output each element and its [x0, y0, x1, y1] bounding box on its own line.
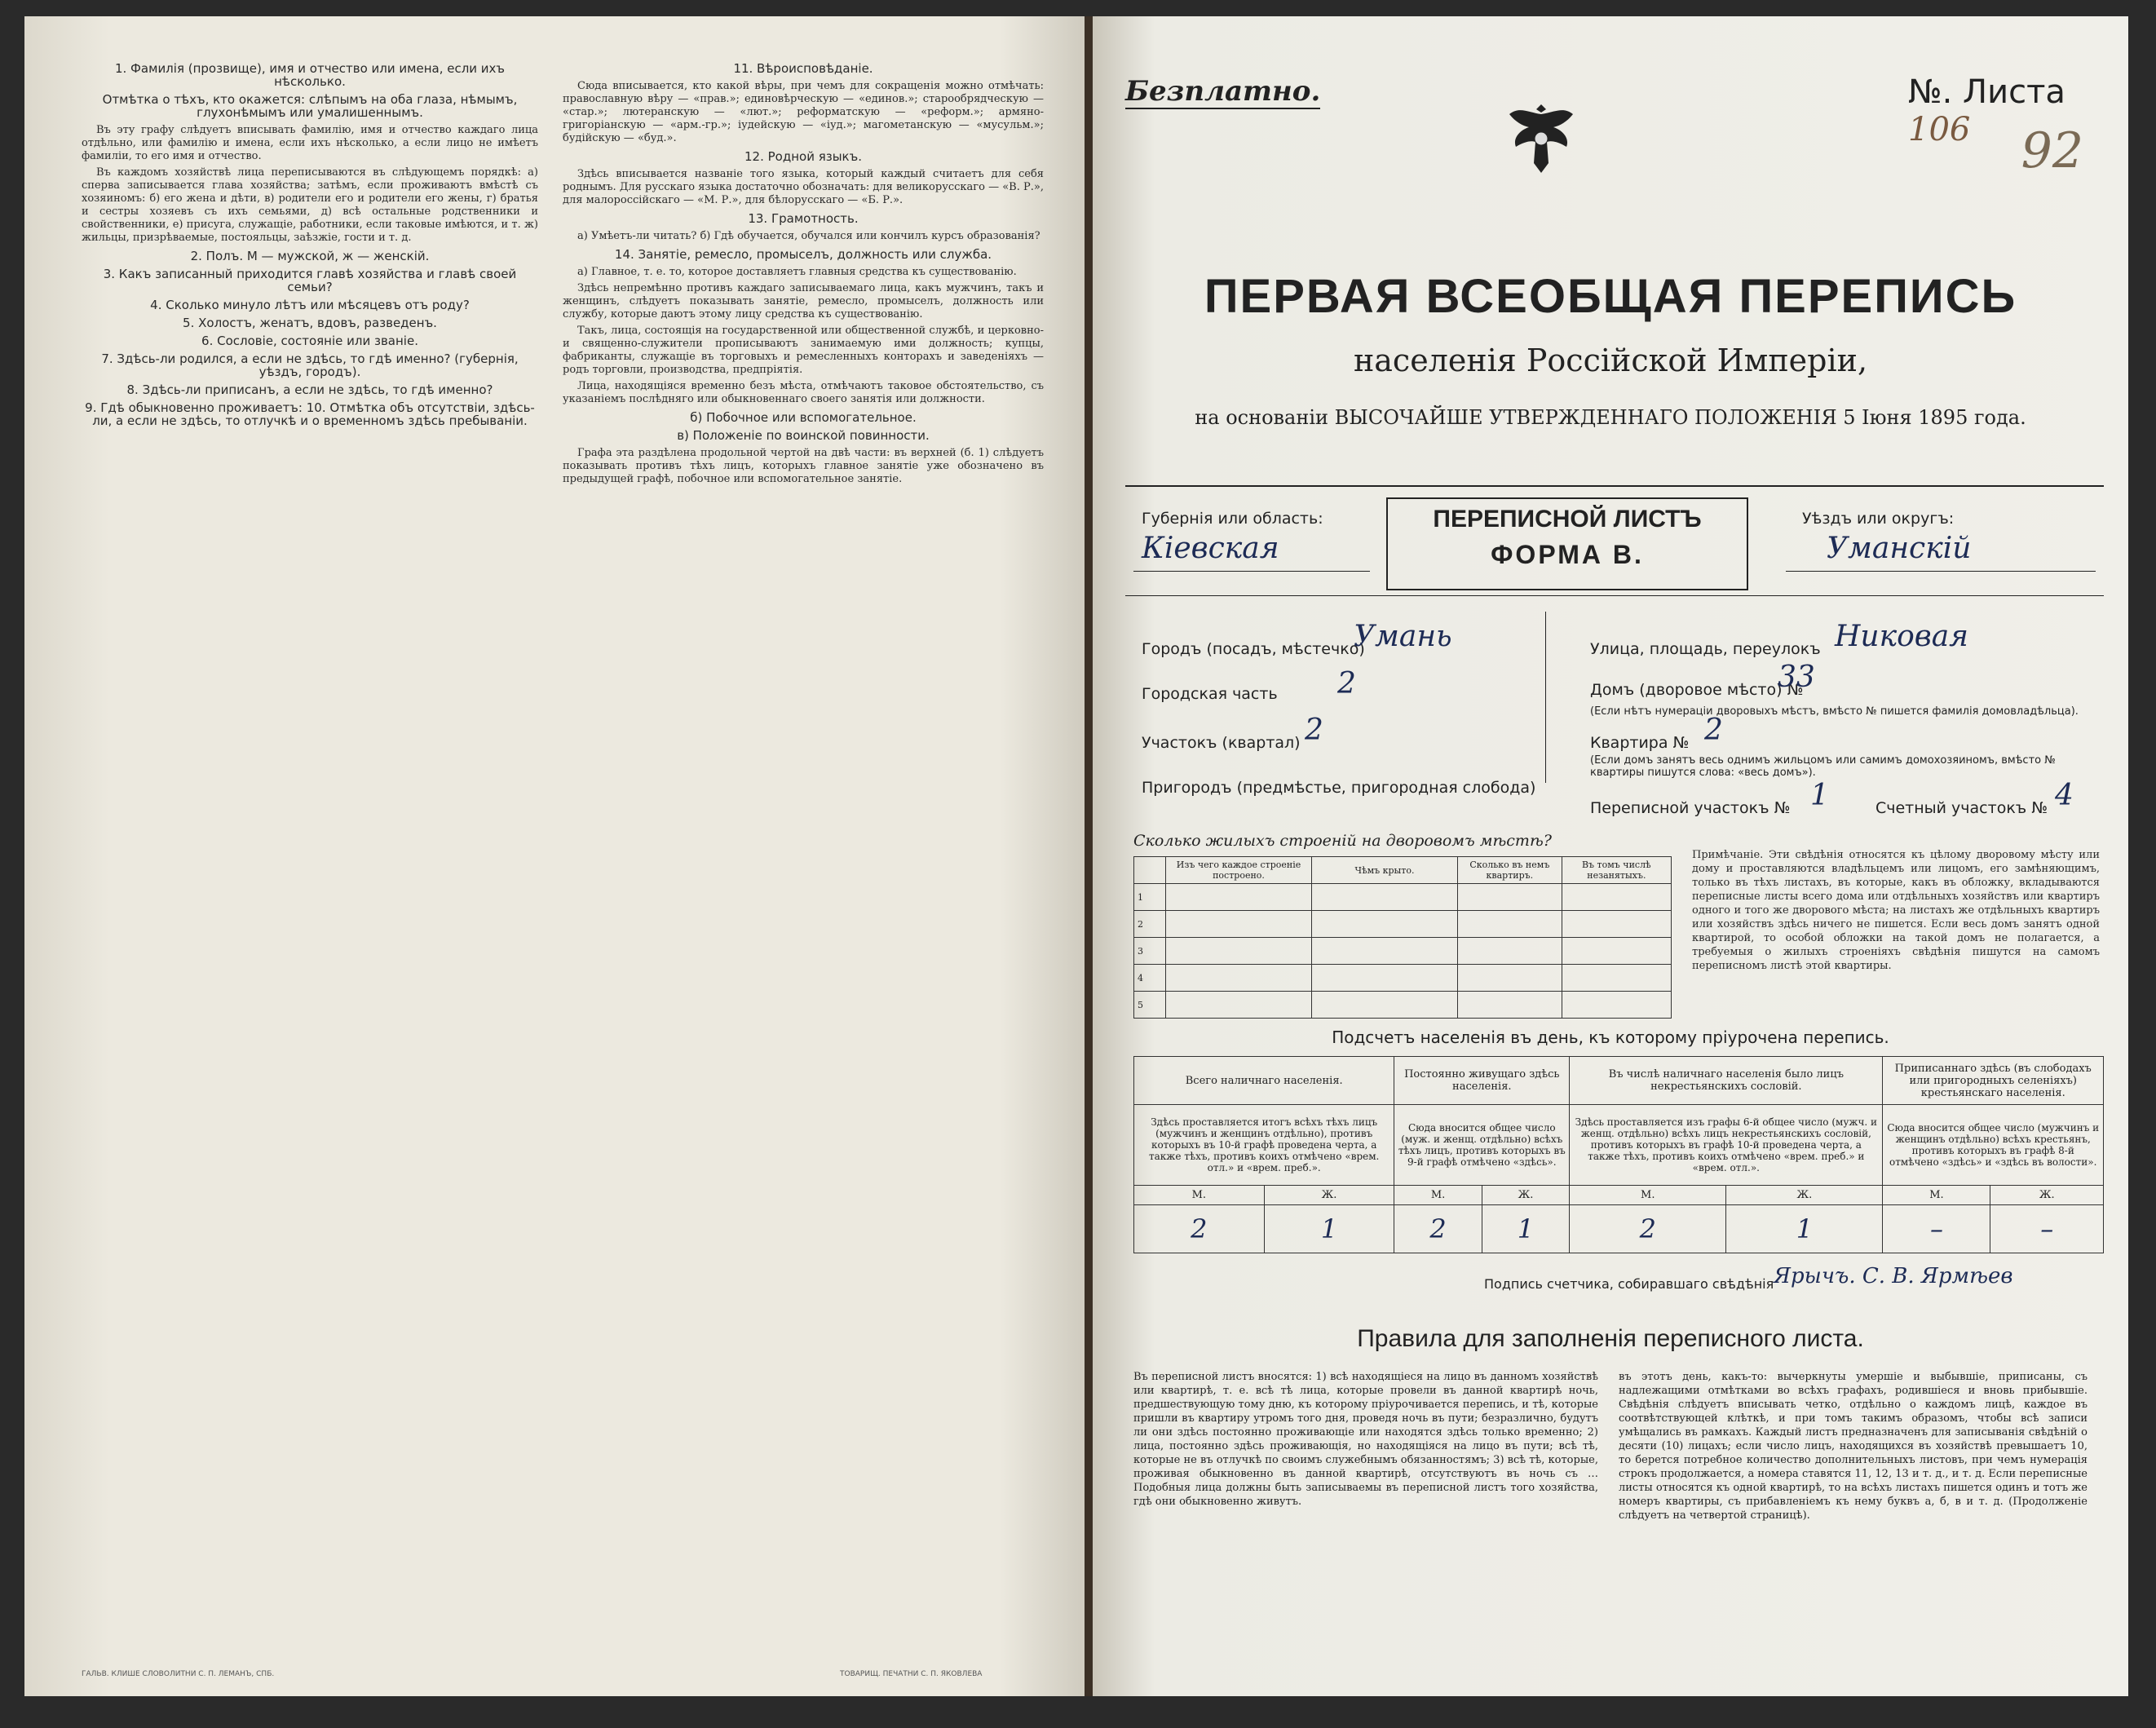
- census-basis: на основаніи ВЫСОЧАЙШЕ УТВЕРЖДЕННАГО ПОЛОЖЕНІЯ 5 Іюня 1895 года.: [1195, 406, 2026, 429]
- form-name: ФОРМА В.: [1491, 540, 1644, 569]
- free-label: Безплатно.: [1125, 75, 1321, 108]
- buildings-header: Въ томъ числѣ незанятыхъ.: [1562, 857, 1671, 884]
- instruction-heading: 3. Какъ записанный приходится главѣ хозяйства и главѣ своей семьи?: [103, 267, 517, 294]
- uezd-value: Уманскій: [1827, 532, 1972, 565]
- instruction-heading: 8. Здѣсь-ли приписанъ, а если не здѣсь, то гдѣ именно?: [126, 382, 493, 397]
- buildings-header-num: [1134, 857, 1166, 884]
- pop-value-cell[interactable]: 2: [1570, 1205, 1726, 1253]
- pop-header: Въ числѣ наличнаго населенія было лицъ некрестьянскихъ сословій.: [1570, 1057, 1883, 1105]
- pop-female-header: Ж.: [1482, 1186, 1569, 1205]
- buildings-cell[interactable]: [1312, 938, 1458, 965]
- header-top-rule: [1125, 485, 2104, 487]
- buildings-row: [1134, 965, 1672, 992]
- census-title: ПЕРВАЯ ВСЕОБЩАЯ ПЕРЕПИСЬ: [1204, 270, 2017, 323]
- instruction-heading: 9. Гдѣ обыкновенно проживаетъ: 10. Отмѣтка объ отсутствіи, здѣсь-ли, а если не здѣсь, то отлучкѣ и о временномъ здѣсь пребываніи.: [85, 400, 535, 428]
- schetny-label: Счетный участокъ №: [1875, 799, 2048, 817]
- instruction-heading: 13. Грамотность.: [748, 211, 859, 226]
- sheet-number-label: №. Листа: [1908, 73, 2065, 111]
- instruction-heading: 12. Родной языкъ.: [744, 149, 862, 164]
- left-footer-printer: ГАЛЬВ. КЛИШЕ СЛОВОЛИТНИ С. П. ЛЕМАНЪ, СПБ.: [82, 1670, 275, 1678]
- pop-male-header: М.: [1883, 1186, 1990, 1205]
- buildings-cell[interactable]: [1458, 884, 1562, 911]
- address-top-rule: [1125, 595, 2104, 596]
- instruction-paragraph: Такъ, лица, состоящія на государственной или общественной службѣ, и церковно-и священно-служители прописываютъ занимаемую ими должность; купцы, фабриканты, служащіе въ торговыхъ и ремесленныхъ конторахъ и заведеніяхъ — родъ торговли, производства, предпріятія.: [563, 325, 1044, 376]
- gubernia-label: Губернія или область:: [1142, 510, 1323, 528]
- sheet-number: [1908, 73, 2128, 148]
- instruction-heading: 6. Сословіе, состояніе или званіе.: [201, 334, 418, 348]
- pop-value-cell[interactable]: –: [1990, 1205, 2104, 1253]
- rules-column-1: Въ переписной листъ вносятся: 1) всѣ находящіеся на лицо въ данномъ хозяйствѣ или квартирѣ, т. е. всѣ тѣ лица, которые провели въ данной квартирѣ ночь, предшествующую тому дню, къ которому пріурочивается перепись, и тѣ, которые пришли въ квартиру утромъ того дня, проведя ночь въ пути; безразлично, будутъ ли они здѣсь постоянно проживающіе или находятся здѣсь только временно; 2) лица, постоянно здѣсь проживающія, но находящіяся на лицо въ пути; всѣ тѣ, которые не въ отлучкѣ по своимъ служебнымъ обязанностямъ; 3) всѣ тѣ, которые, проживая обыкновенно въ данной квартирѣ, отсутствуютъ въ ночь съ … Подобныя лица должны быть записываемы въ переписной листъ того хозяйства, гдѣ они обыкновенно живутъ.: [1133, 1371, 1598, 1508]
- pop-value-cell[interactable]: 1: [1264, 1205, 1394, 1253]
- buildings-cell[interactable]: [1458, 965, 1562, 992]
- gubernia-value: Кіевская: [1142, 532, 1279, 565]
- pop-note: Здѣсь проставляется итогъ всѣхъ тѣхъ лицъ (мужчинъ и женщинъ отдѣльно), противъ которыхъ въ 10-й графѣ проведена черта, а также тѣхъ, противъ коихъ отмѣчено «врем. отл.» и «врем. преб.».: [1134, 1105, 1394, 1186]
- buildings-row: [1134, 992, 1672, 1019]
- left-instructions-column-1: [82, 57, 538, 432]
- kvartira-value: 2: [1704, 714, 1723, 747]
- buildings-cell[interactable]: [1458, 938, 1562, 965]
- left-instructions-column-2: [563, 57, 1044, 489]
- pop-header: Всего наличнаго населенія.: [1134, 1057, 1394, 1105]
- right-page: [1093, 16, 2128, 1696]
- buildings-row-number: 2: [1134, 911, 1166, 938]
- buildings-cell[interactable]: [1166, 992, 1312, 1019]
- buildings-row: [1134, 911, 1672, 938]
- pop-note: Сюда вносится общее число (мужчинъ и женщинъ отдѣльно) всѣхъ крестьянъ, противъ которыхъ въ графѣ 8-й отмѣчено «здѣсь» и «здѣсь въ волости».: [1883, 1105, 2104, 1186]
- buildings-row-number: 3: [1134, 938, 1166, 965]
- pop-male-header: М.: [1570, 1186, 1726, 1205]
- perepisnoy-label: Переписной участокъ №: [1590, 799, 1791, 817]
- instruction-heading: 11. Вѣроисповѣданіе.: [733, 61, 873, 76]
- buildings-cell[interactable]: [1312, 965, 1458, 992]
- form-box: [1386, 497, 1748, 590]
- pop-male-header: М.: [1134, 1186, 1265, 1205]
- buildings-question: Сколько жилыхъ строеній на дворовомъ мѣстѣ?: [1133, 832, 1552, 850]
- buildings-header: Изъ чего каждое строеніе построено.: [1166, 857, 1312, 884]
- address-divider: [1545, 612, 1546, 783]
- instruction-heading: 4. Сколько минуло лѣтъ или мѣсяцевъ отъ роду?: [150, 298, 470, 312]
- buildings-cell[interactable]: [1312, 992, 1458, 1019]
- instruction-heading: 1. Фамилія (прозвище), имя и отчество или имена, если ихъ нѣсколько.: [114, 61, 506, 89]
- prigorod-label: Пригородъ (предмѣстье, пригородная слобода): [1142, 779, 1536, 797]
- buildings-cell[interactable]: [1562, 911, 1671, 938]
- pop-female-header: Ж.: [1990, 1186, 2104, 1205]
- buildings-cell[interactable]: [1312, 911, 1458, 938]
- chast-value: 2: [1337, 667, 1356, 700]
- pop-female-header: Ж.: [1726, 1186, 1883, 1205]
- dom-note: (Если нѣтъ нумераціи дворовыхъ мѣстъ, вмѣсто № пишется фамилія домовладѣльца).: [1590, 705, 2079, 718]
- instruction-paragraph: Графа эта раздѣлена продольной чертой на двѣ части: въ верхней (б. 1) слѣдуетъ показывать противъ тѣхъ лицъ, которыхъ главное занятіе уже обозначено въ предыдущей графѣ, побочное или вспомогательное занятіе.: [563, 447, 1044, 485]
- kvartira-note: (Если домъ занятъ весь однимъ жильцомъ или самимъ домохозяиномъ, вмѣсто № квартиры пишутся слова: «весь домъ»).: [1590, 754, 2056, 779]
- census-subtitle: населенія Россійской Имперіи,: [1353, 343, 1868, 378]
- pop-value-cell[interactable]: 1: [1482, 1205, 1569, 1253]
- ulitsa-value: Никовая: [1835, 620, 1969, 653]
- pop-value-cell[interactable]: 2: [1134, 1205, 1265, 1253]
- pop-note: Сюда вносится общее число (муж. и женщ. отдѣльно) всѣхъ тѣхъ лицъ, противъ которыхъ въ 9-й графѣ отмѣчено «здѣсь».: [1394, 1105, 1570, 1186]
- pop-male-header: М.: [1394, 1186, 1482, 1205]
- uchastok-label: Участокъ (квартал): [1142, 734, 1301, 752]
- dom-label: Домъ (дворовое мѣсто) №: [1590, 681, 1804, 699]
- buildings-cell[interactable]: [1166, 965, 1312, 992]
- kvartira-label: Квартира №: [1590, 734, 1690, 752]
- instruction-paragraph: а) Умѣетъ-ли читать? б) Гдѣ обучается, обучался или кончилъ курсъ образованія?: [577, 230, 1040, 242]
- instruction-heading: 2. Полъ. М — мужской, ж — женскій.: [190, 249, 430, 263]
- buildings-cell[interactable]: [1562, 992, 1671, 1019]
- instruction-heading: в) Положеніе по воинской повинности.: [677, 428, 930, 443]
- pop-value-cell[interactable]: 2: [1394, 1205, 1482, 1253]
- buildings-row-number: 4: [1134, 965, 1166, 992]
- buildings-row-number: 5: [1134, 992, 1166, 1019]
- instruction-paragraph: Здѣсь непремѣнно противъ каждаго записываемаго лица, какъ мужчинъ, такъ и женщинъ, слѣдуетъ показывать занятіе, ремесло, промыселъ, должность или службу, которые даютъ этому лицу средства къ существованію.: [563, 282, 1044, 320]
- signature-value: Ярычъ. С. В. Ярмѣев: [1774, 1264, 2013, 1288]
- pop-value-cell[interactable]: –: [1883, 1205, 1990, 1253]
- buildings-cell[interactable]: [1458, 992, 1562, 1019]
- buildings-cell[interactable]: [1312, 884, 1458, 911]
- population-title: Подсчетъ населенія въ день, къ которому пріурочена перепись.: [1332, 1028, 1889, 1047]
- instruction-paragraph: Въ эту графу слѣдуетъ вписывать фамилію, имя и отчество каждаго лица отдѣльно, или фамилію и имена, если ихъ нѣсколько, а если лицо не имѣетъ фамиліи, то его имя и отчество.: [82, 124, 538, 162]
- instruction-heading: Отмѣтка о тѣхъ, кто окажется: слѣпымъ на оба глаза, нѣмымъ, глухонѣмымъ или умалишеннымъ.: [102, 92, 518, 120]
- instruction-heading: 14. Занятіе, ремесло, промыселъ, должность или служба.: [614, 247, 992, 262]
- instruction-paragraph: Въ каждомъ хозяйствѣ лица переписываются въ слѣдующемъ порядкѣ: а) сперва записывается глава хозяйства; затѣмъ, если проживаютъ вмѣстѣ съ хозяиномъ: б) его жена и дѣти, в) родители его и родители его жены, г) братья и сестры хозяевъ съ ихъ семьями, д) всѣ остальные родственники и свойственники, е) присуга, служащіе, работники, если таковые имѣются, и т. ж) жильцы, призрѣваемые, постояльцы, заѣзжіе, гости и т. д.: [82, 166, 538, 244]
- buildings-cell[interactable]: [1166, 884, 1312, 911]
- ulitsa-label: Улица, площадь, переулокъ: [1590, 640, 1821, 658]
- gorod-label: Городъ (посадъ, мѣстечко): [1142, 640, 1365, 658]
- population-table: [1133, 1056, 2104, 1253]
- chast-label: Городская часть: [1142, 685, 1278, 703]
- buildings-header: Чѣмъ крыто.: [1312, 857, 1458, 884]
- buildings-cell[interactable]: [1166, 911, 1312, 938]
- buildings-cell[interactable]: [1562, 884, 1671, 911]
- open-book: [24, 16, 2128, 1696]
- pop-header: Приписаннаго здѣсь (въ слободахъ или пригородныхъ селеніяхъ) крестьянскаго населенія.: [1883, 1057, 2104, 1105]
- instruction-paragraph: Лица, находящіяся временно безъ мѣста, отмѣчаютъ таковое обстоятельство, съ указаніемъ послѣдняго или обыкновеннаго своего занятія или должности.: [563, 380, 1044, 405]
- buildings-row: [1134, 884, 1672, 911]
- buildings-table: [1133, 856, 1672, 1019]
- form-title: ПЕРЕПИСНОЙ ЛИСТЪ: [1433, 506, 1702, 533]
- double-headed-eagle-icon: [1504, 98, 1578, 179]
- buildings-row: [1134, 938, 1672, 965]
- buildings-cell[interactable]: [1458, 911, 1562, 938]
- pop-header: Постоянно живущаго здѣсь населенія.: [1394, 1057, 1570, 1105]
- pop-note: Здѣсь проставляется изъ графы 6-й общее число (мужч. и женщ. отдѣльно) всѣхъ лицъ некрестьянскихъ сословій, противъ которыхъ въ графѣ 10-й проведена черта, а также тѣхъ, противъ коихъ отмѣчено «врем. преб.» и «врем. отл.».: [1570, 1105, 1883, 1186]
- buildings-cell[interactable]: [1166, 938, 1312, 965]
- buildings-cell[interactable]: [1562, 965, 1671, 992]
- instruction-heading: 5. Холостъ, женатъ, вдовъ, разведенъ.: [183, 316, 437, 330]
- buildings-header: Сколько въ немъ квартиръ.: [1458, 857, 1562, 884]
- instruction-heading: б) Побочное или вспомогательное.: [690, 410, 917, 425]
- sheet-number-value: 106: [1908, 111, 1971, 148]
- instruction-paragraph: Сюда вписывается, кто какой вѣры, при чемъ для сокращенія можно отмѣчать: православную вѣру — «прав.»; единовѣрческую — «единов.»; старообрядческую — «стар.»; лютеранскую — «лют.»; реформатскую — «реформ.»; армяно-григоріанскую — «арм.-гр.»; іудейскую — «іуд.»; магометанскую — «мусульм.»; будійскую — «буд.».: [563, 80, 1044, 144]
- signature-label: Подпись счетчика, собиравшаго свѣдѣнія: [1484, 1276, 1774, 1292]
- rules-column-2: въ этотъ день, какъ-то: вычеркнуты умершіе и выбывшіе, приписаны, съ надлежащими отмѣтками во всѣхъ графахъ, родившіеся и вновь прибывшіе. Свѣдѣнія слѣдуетъ вписывать четко, отдѣльно о каждомъ лицѣ, каждое въ соотвѣтствующей клѣткѣ, и при томъ такимъ образомъ, чтобы всѣ записи умѣщались въ рамкахъ. Каждый листъ предназначенъ для записыванія свѣдѣній о десяти (10) лицахъ; если число лицъ, находящихся въ хозяйствѣ превышаетъ 10, то берется потребное количество дополнительныхъ листовъ, при чемъ нумерація строкъ продолжается, а номера ставятся 11, 12, 13 и т. д., и т. д. Если переписные листы относятся къ одной квартирѣ, то на всѣхъ листахъ пишется одинъ и тотъ же номеръ квартиры, съ прибавленіемъ къ нему буквъ а, б, в и т. д. (Продолженіе слѣдуетъ на четвертой страницѣ).: [1619, 1371, 2088, 1522]
- uezd-label: Уѣздъ или округъ:: [1802, 510, 1955, 528]
- pop-value-cell[interactable]: 1: [1726, 1205, 1883, 1253]
- uezd-line: [1786, 571, 2096, 572]
- gorod-value: Умань: [1354, 620, 1452, 653]
- buildings-cell[interactable]: [1562, 938, 1671, 965]
- archive-page-number: 92: [2021, 122, 2083, 179]
- perepisnoy-value: 1: [1810, 779, 1829, 812]
- pop-female-header: Ж.: [1264, 1186, 1394, 1205]
- left-page: [24, 16, 1085, 1696]
- instruction-heading: 7. Здѣсь-ли родился, а если не здѣсь, то гдѣ именно? (губернія, уѣздъ, городъ).: [101, 351, 519, 379]
- rules-title: Правила для заполненія переписного листа.: [1357, 1325, 1864, 1352]
- instruction-paragraph: Здѣсь вписывается названіе того языка, который каждый считаетъ для себя роднымъ. Для русскаго языка достаточно обозначать: для великорусскаго — «В. Р.», для малороссійскаго — «М. Р.», для бѣлорусскаго — «Б. Р.».: [563, 168, 1044, 206]
- buildings-row-number: 1: [1134, 884, 1166, 911]
- uchastok-value: 2: [1305, 714, 1323, 747]
- schetny-value: 4: [2055, 779, 2074, 812]
- dom-value: 33: [1778, 661, 1815, 694]
- instruction-paragraph: а) Главное, т. е. то, которое доставляетъ главныя средства къ существованію.: [577, 266, 1017, 278]
- right-footer-printer: ТОВАРИЩ. ПЕЧАТНИ С. П. ЯКОВЛЕВА: [840, 1670, 983, 1678]
- primechanie-note: Примѣчаніе. Эти свѣдѣнія относятся къ цѣлому дворовому мѣсту или дому и проставляются владѣльцемъ или лицомъ, его замѣняющимъ, только въ тѣхъ листахъ, въ которые, какъ въ обложку, вкладываются переписные листы всего дома или отдѣльныхъ хозяйствъ или квартиръ одного и того же дворового мѣста; на листахъ же отдѣльныхъ квартиръ или хозяйствъ здѣсь ничего не пишется. Если весь домъ занятъ одной квартирой, то особой обложки на такой домъ не полагается, а требуемыя о жилыхъ строеніяхъ свѣдѣнія пишутся на самомъ переписномъ листѣ этой квартиры.: [1692, 849, 2100, 972]
- gubernia-line: [1133, 571, 1370, 572]
